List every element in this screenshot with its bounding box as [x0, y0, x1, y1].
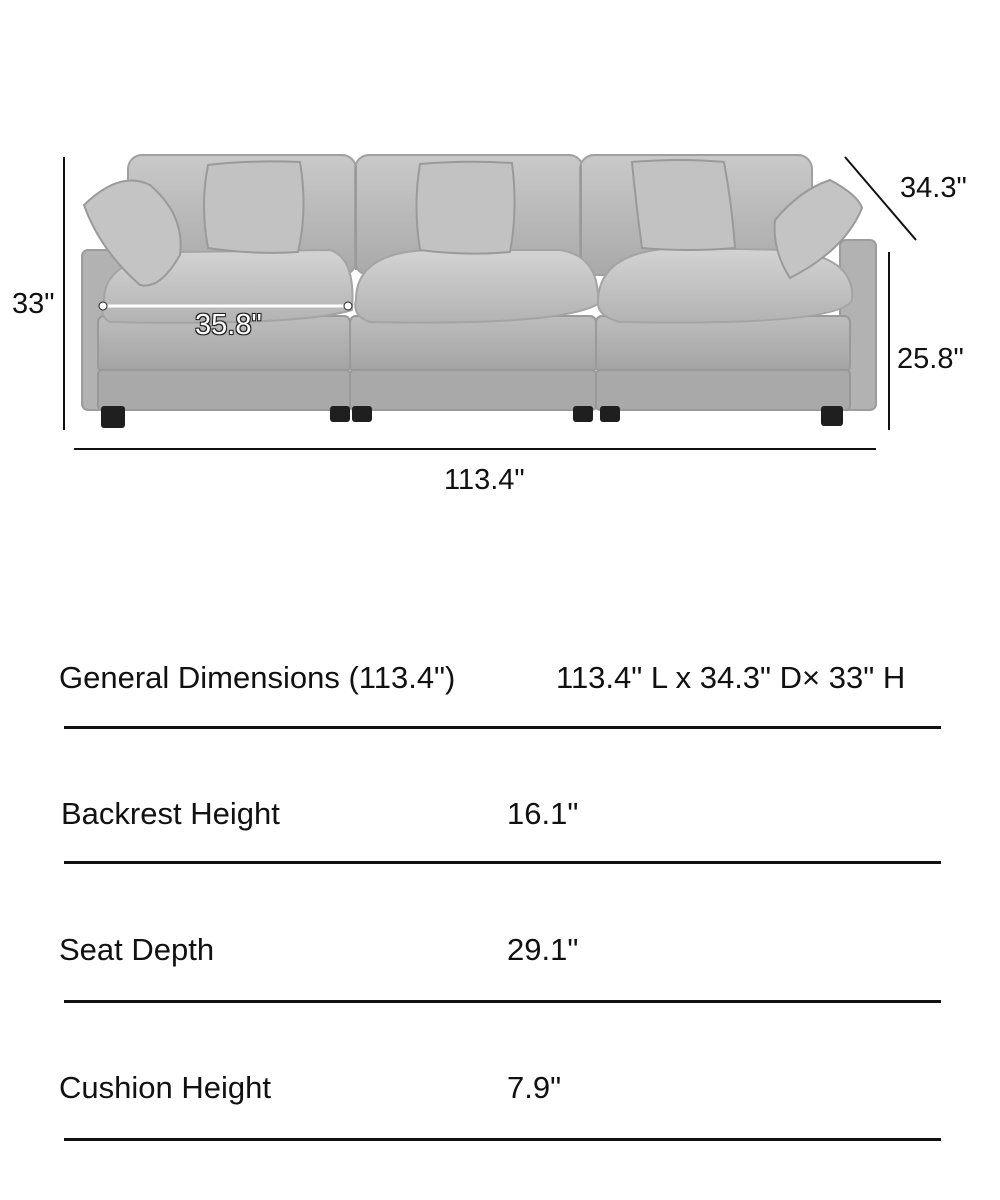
spec-value: 7.9": [507, 1070, 562, 1105]
spec-name: Cushion Height: [59, 1070, 271, 1105]
row-divider: [64, 861, 941, 864]
spec-value: 113.4" L x 34.3" D× 33" H: [556, 660, 906, 695]
spec-name: Seat Depth: [59, 932, 215, 967]
depth-label: 34.3": [900, 172, 967, 204]
row-divider: [64, 1000, 941, 1003]
arm-height-label: 25.8": [897, 343, 964, 375]
sofa-illustration: [0, 0, 1000, 520]
spec-name: Backrest Height: [61, 796, 280, 831]
row-divider: [64, 1138, 941, 1141]
seat-width-label: 35.8": [195, 309, 262, 341]
spec-name: General Dimensions (113.4"): [59, 660, 456, 695]
spec-value: 16.1": [507, 796, 579, 831]
row-divider: [64, 726, 941, 729]
width-label: 113.4": [444, 464, 525, 496]
sofa-dimension-figure: [0, 0, 1000, 520]
spec-value: 29.1": [507, 932, 579, 967]
height-label: 33": [12, 288, 55, 320]
